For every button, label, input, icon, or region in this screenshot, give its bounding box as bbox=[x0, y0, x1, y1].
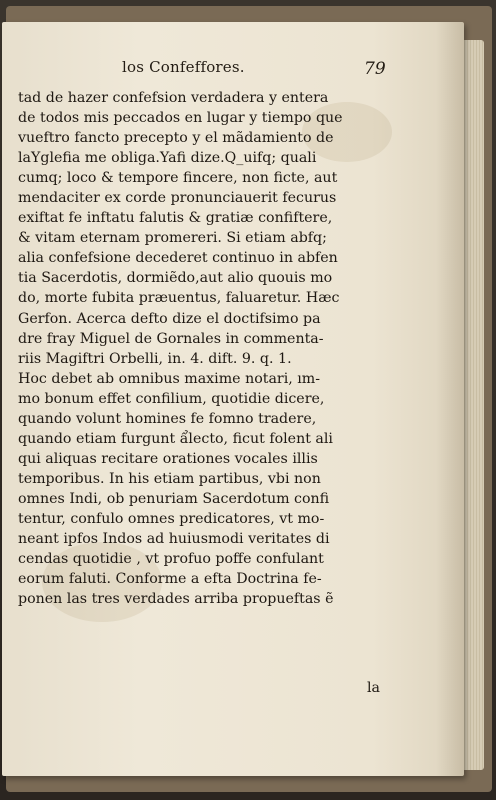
text-line: exiftat fe inftatu falutis & gratiæ confiftere, bbox=[18, 210, 333, 227]
text-line: quando volunt homines fe fomno tradere, bbox=[18, 410, 317, 427]
text-line: Gerfon. Acerca defto dize el doctifsimo pa bbox=[18, 310, 321, 327]
text-line: & vitam eternam promereri. Si etiam abfq; bbox=[18, 230, 327, 247]
body-text bbox=[18, 88, 390, 609]
text-line: qui aliquas recitare orationes vocales illis bbox=[18, 450, 318, 467]
text-line: eorum faluti. Conforme a efta Doctrina fe- bbox=[18, 571, 322, 588]
text-line: riis Magiftri Orbelli, in. 4. dift. 9. q. 1. bbox=[18, 350, 292, 367]
text-line: cendas quotidie , vt profuo poffe confulant bbox=[18, 551, 324, 568]
text-line: do, morte fubita præuentus, faluaretur. Hæc bbox=[18, 290, 340, 307]
text-line: cumq; loco & tempore fincere, non ficte, aut bbox=[18, 170, 338, 187]
text-line: omnes Indi, ob penuriam Sacerdotum confi bbox=[18, 490, 330, 507]
text-line: mendaciter ex corde pronunciauerit fecurus bbox=[18, 190, 337, 207]
text-line: de todos mis peccados en lugar y tiempo que bbox=[18, 110, 343, 127]
text-line: alia confefsione decederet continuo in abfen bbox=[18, 250, 338, 267]
page-edges bbox=[462, 40, 484, 770]
text-line: mo bonum effet confilium, quotidie dicere, bbox=[18, 390, 325, 407]
text-line: laYglefia me obliga.Yafi dize.Q_uifq; quali bbox=[18, 150, 317, 167]
text-line: tia Sacerdotis, dormiẽdo,aut alio quouis mo bbox=[18, 270, 333, 287]
text-line: temporibus. In his etiam partibus, vbi non bbox=[18, 470, 321, 487]
page-number: 79 bbox=[364, 59, 386, 79]
running-head: los Confeffores. bbox=[122, 58, 245, 76]
page-fold-shadow bbox=[436, 22, 464, 776]
text-line: neant ipfos Indos ad huiusmodi veritates di bbox=[18, 531, 330, 548]
catchword: la bbox=[367, 680, 380, 696]
text-line: quando etiam furgunt ẩlecto, ficut folent ali bbox=[18, 430, 333, 447]
text-line: Hoc debet ab omnibus maxime notari, ım- bbox=[18, 370, 321, 387]
text-line: ponen las tres verdades arriba propueftas ẽ bbox=[18, 591, 334, 608]
text-line: tentur, confulo omnes predicatores, vt mo- bbox=[18, 510, 325, 527]
text-line: tad de hazer confefsion verdadera y entera bbox=[18, 90, 329, 106]
text-line: vueftro fancto precepto y el mãdamiento de bbox=[18, 130, 334, 147]
text-line: dre fray Miguel de Gornales in commenta- bbox=[18, 330, 324, 347]
